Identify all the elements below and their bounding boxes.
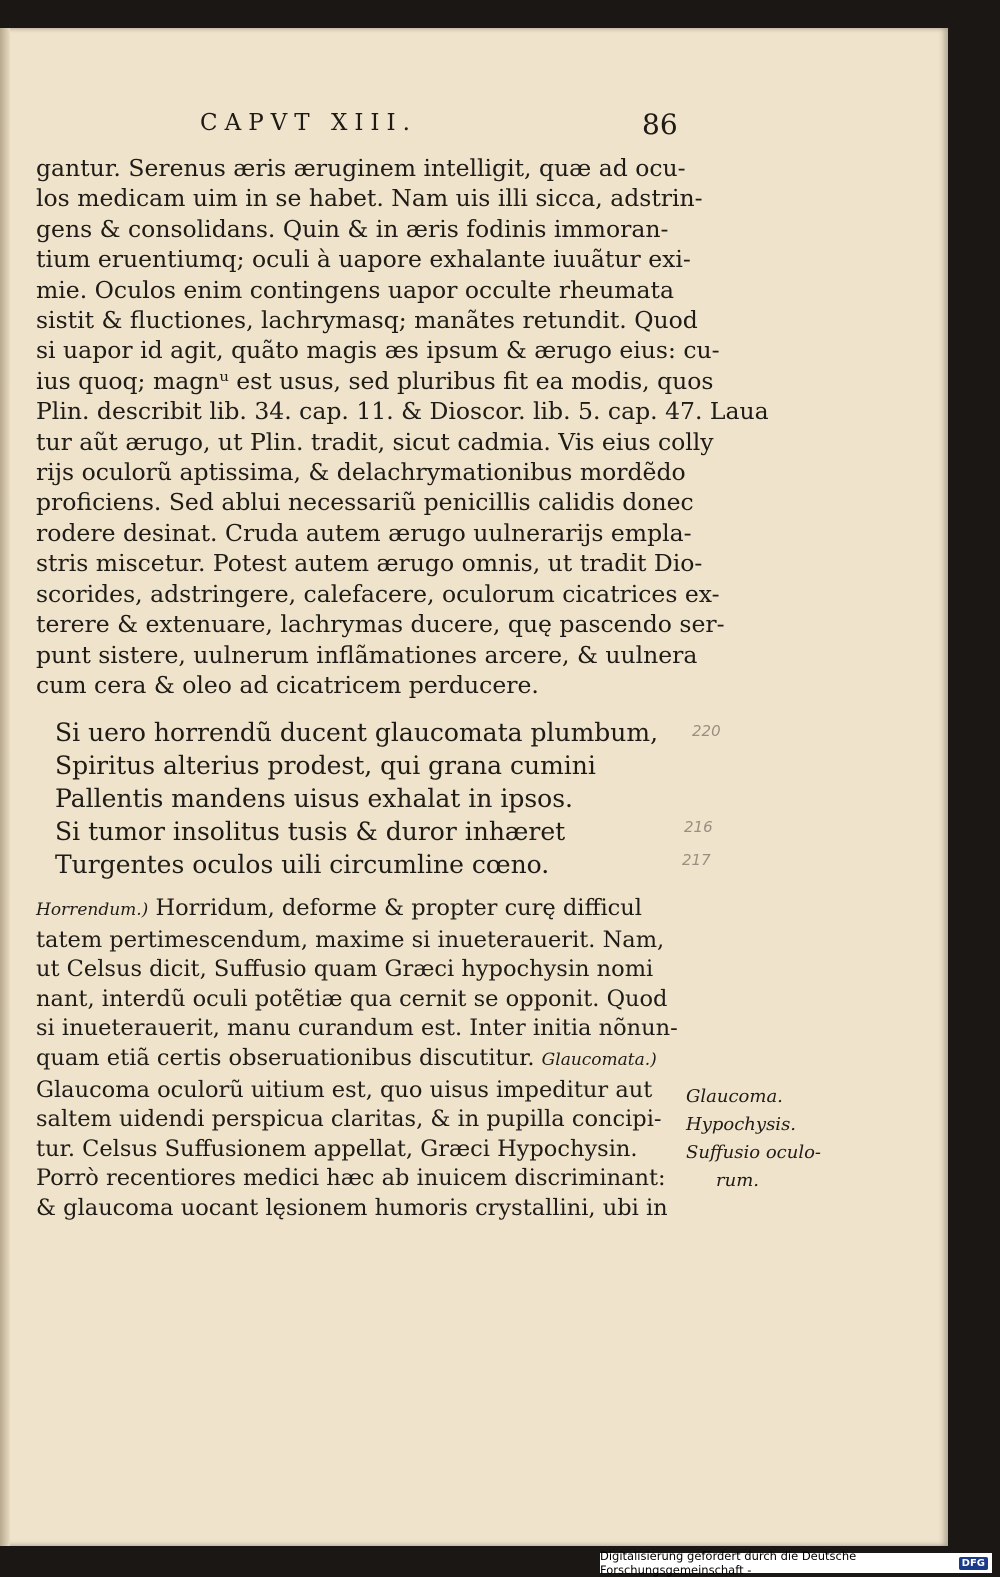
verse-block (55, 716, 695, 881)
text-line: stris miscetur. Potest autem ærugo omnis, ut tradit Dio- (36, 549, 703, 578)
verse-line: Si uero horrendũ ducent glaucomata plumbum, (55, 718, 659, 747)
handwritten-verse-number: 216 (684, 818, 713, 836)
main-text-block (36, 153, 769, 700)
commentary-line: & glaucoma uocant lęsionem humoris crystallini, ubi in (36, 1194, 668, 1221)
commentary-line: nant, interdũ oculi potẽtiæ qua cernit se opponit. Quod (36, 985, 668, 1012)
lemma-horrendum: Horrendum.) (36, 900, 149, 920)
text-line: rodere desinat. Cruda autem ærugo uulnerarijs empla- (36, 518, 692, 547)
dfg-logo: DFG (959, 1557, 988, 1570)
commentary-line: si inueterauerit, manu curandum est. Inter initia nõnun- (36, 1015, 678, 1042)
text-line: los medicam uim in se habet. Nam uis illi sicca, adstrin- (36, 184, 703, 213)
commentary-line: ut Celsus dicit, Suffusio quam Græci hypochysin nomi (36, 956, 654, 983)
verse-line: Si tumor insolitus tusis & duror inhæret (55, 817, 566, 846)
running-title: CAPVT XIII. (200, 110, 417, 136)
page-gutter (0, 28, 10, 1546)
commentary-text: quam etiã certis obseruationibus discutitur. (36, 1044, 542, 1071)
commentary-line: tatem pertimescendum, maxime si inueterauerit. Nam, (36, 926, 665, 953)
footer-text: Digitalisierung gefördert durch die Deutsche Forschungsgemeinschaft - (600, 1549, 857, 1577)
text-line: punt sistere, uulnerum inflãmationes arcere, & uulnera (36, 640, 698, 669)
verse-line: Turgentes oculos uili circumline cœno. (55, 850, 550, 879)
text-line: tium eruentiumq; oculi à uapore exhalante iuuãtur exi- (36, 245, 691, 274)
commentary-text: Horridum, deforme & propter curę difficul (148, 895, 642, 921)
text-line: scorides, adstringere, calefacere, oculorum cicatrices ex- (36, 579, 720, 608)
text-line: mie. Oculos enim contingens uapor occulte rheumata (36, 275, 675, 304)
text-line: terere & extenuare, lachrymas ducere, quę pascendo ser- (36, 610, 725, 639)
marginal-note-line: Suffusio oculo- (686, 1142, 822, 1163)
marginal-note-line: Hypochysis. (686, 1114, 797, 1135)
lemma-glaucomata: Glaucomata.) (541, 1049, 657, 1070)
text-line: si uapor id agit, quãto magis æs ipsum & ærugo eius: cu- (36, 336, 720, 365)
commentary-line (36, 894, 686, 926)
commentary-line: Glaucoma oculorũ uitium est, quo uisus impeditur aut (36, 1076, 653, 1103)
commentary-line: tur. Celsus Suffusionem appellat, Græci Hypochysin. (36, 1135, 638, 1162)
verse-line: Spiritus alterius prodest, qui grana cumini (55, 751, 596, 780)
digitization-footer (600, 1549, 992, 1577)
marginal-note-line: Glaucoma. (686, 1086, 783, 1107)
verse-line: Pallentis mandens uisus exhalat in ipsos. (55, 784, 573, 813)
commentary-line (36, 1044, 686, 1076)
text-line: sistit & fluctiones, lachrymasq; manãtes retundit. Quod (36, 306, 698, 335)
commentary-block (36, 894, 686, 1224)
commentary-line: Porrò recentiores medici hæc ab inuicem discriminant: (36, 1165, 666, 1192)
marginal-note-line: rum. (716, 1170, 759, 1191)
text-line: gens & consolidans. Quin & in æris fodinis immoran- (36, 214, 669, 243)
text-line: tur aũt ærugo, ut Plin. tradit, sicut cadmia. Vis eius colly (36, 427, 714, 456)
text-line: gantur. Serenus æris æruginem intelligit, quæ ad ocu- (36, 154, 686, 182)
page-number: 86 (642, 108, 678, 141)
text-line: rijs oculorũ aptissima, & delachrymationibus mordẽdo (36, 458, 686, 487)
text-line: Plin. describit lib. 34. cap. 11. & Dioscor. lib. 5. cap. 47. Laua (36, 397, 769, 426)
text-line: cum cera & oleo ad cicatricem perducere. (36, 670, 539, 699)
commentary-line: saltem uidendi perspicua claritas, & in pupilla concipi- (36, 1106, 662, 1133)
marginal-note (686, 1083, 826, 1195)
handwritten-verse-number: 220 (692, 722, 721, 740)
handwritten-verse-number: 217 (682, 851, 711, 869)
text-line: ius quoq; magnᵘ est usus, sed pluribus fit ea modis, quos (36, 366, 714, 395)
text-line: proficiens. Sed ablui necessariũ penicillis calidis donec (36, 488, 694, 517)
